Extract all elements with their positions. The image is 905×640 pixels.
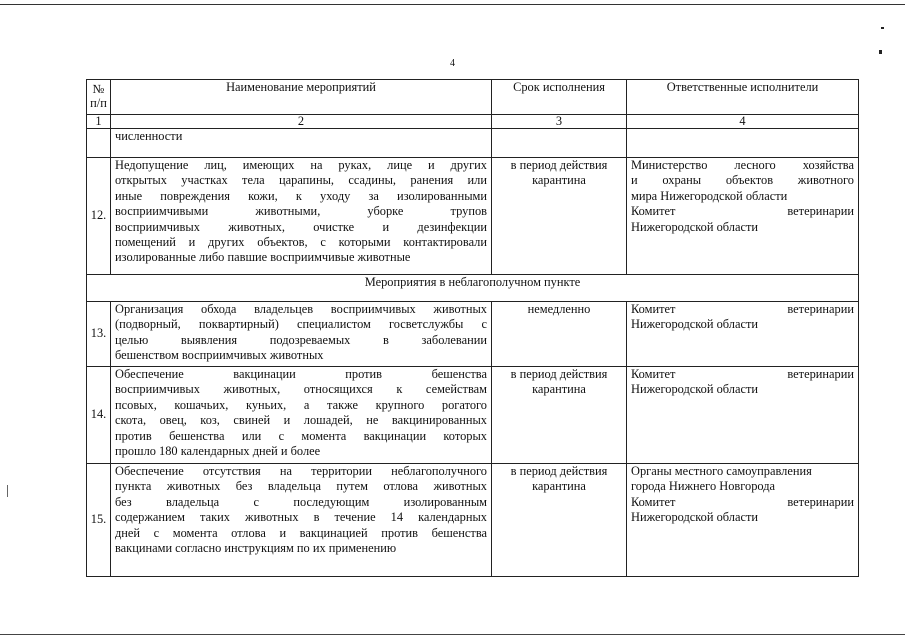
scan-speck xyxy=(7,485,8,497)
measure-responsible: Комитет ветеринарии Нижегородской области xyxy=(627,367,859,464)
row-number: 14. xyxy=(87,367,111,464)
column-number: 4 xyxy=(627,115,859,129)
scan-speck xyxy=(879,50,882,54)
measure-term: немедленно xyxy=(492,302,627,367)
measure-name: Недопущение лиц, имеющих на руках, лице и других открытых участках тела царапины, ссадины, ранения или иные повреждения кожи, к уходу за изолированными восприимчивыми животными, уборке трупов восприимчивых животных, очистке и дезинфекции помещений и других объектов, с которыми контактировали изолированные либо павшие восприимчивые животные xyxy=(111,158,492,275)
measure-term: в период действия карантина xyxy=(492,158,627,275)
table-row xyxy=(87,464,859,577)
measure-responsible xyxy=(627,129,859,158)
header-term: Срок исполнения xyxy=(492,80,627,115)
measure-name: численности xyxy=(111,129,492,158)
scan-speck xyxy=(881,27,884,29)
column-number: 2 xyxy=(111,115,492,129)
row-number xyxy=(87,129,111,158)
section-title: Мероприятия в неблагополучном пункте xyxy=(87,275,859,302)
measure-term: в период действия карантина xyxy=(492,464,627,577)
table-row xyxy=(87,158,859,275)
table-header-row xyxy=(87,80,859,115)
header-responsible: Ответственные исполнители xyxy=(627,80,859,115)
header-number: № п/п xyxy=(87,80,111,115)
scan-top-edge-line xyxy=(0,4,905,5)
measure-name: Обеспечение отсутствия на территории неблагополучного пункта животных без владельца путем отлова животных без владельца с последующим изолированным содержанием таких животных в течение 14 календарных дней с момента отлова и вакцинацией против бешенства вакцинами согласно инструкциям по их применению xyxy=(111,464,492,577)
measure-term xyxy=(492,129,627,158)
section-row xyxy=(87,275,859,302)
header-name: Наименование мероприятий xyxy=(111,80,492,115)
row-number: 15. xyxy=(87,464,111,577)
measures-table xyxy=(86,79,859,577)
row-number: 12. xyxy=(87,158,111,275)
measure-responsible: Министерство лесного хозяйства и охраны объектов животного мира Нижегородской области Комитет ветеринарии Нижегородской области xyxy=(627,158,859,275)
table-row xyxy=(87,302,859,367)
measure-name: Организация обхода владельцев восприимчивых животных (подворный, поквартирный) специалистом госветслужбы с целью выявления подозреваемых в заболевании бешенством восприимчивых животных xyxy=(111,302,492,367)
column-number-row xyxy=(87,115,859,129)
table-row-continuation xyxy=(87,129,859,158)
column-number: 1 xyxy=(87,115,111,129)
measure-responsible: Органы местного самоуправления города Нижнего Новгорода Комитет ветеринарии Нижегородской области xyxy=(627,464,859,577)
measure-name: Обеспечение вакцинации против бешенства восприимчивых животных, относящихся к семействам псовых, кошачьих, куньих, а также крупного рогатого скота, овец, коз, свиней и лошадей, не вакцинированных против бешенства или с момента вакцинации которых прошло 180 календарных дней и более xyxy=(111,367,492,464)
measure-responsible: Комитет ветеринарии Нижегородской области xyxy=(627,302,859,367)
row-number: 13. xyxy=(87,302,111,367)
table-row xyxy=(87,367,859,464)
measure-term: в период действия карантина xyxy=(492,367,627,464)
page-number: 4 xyxy=(450,58,455,69)
column-number: 3 xyxy=(492,115,627,129)
scan-bottom-edge-line xyxy=(0,634,905,635)
